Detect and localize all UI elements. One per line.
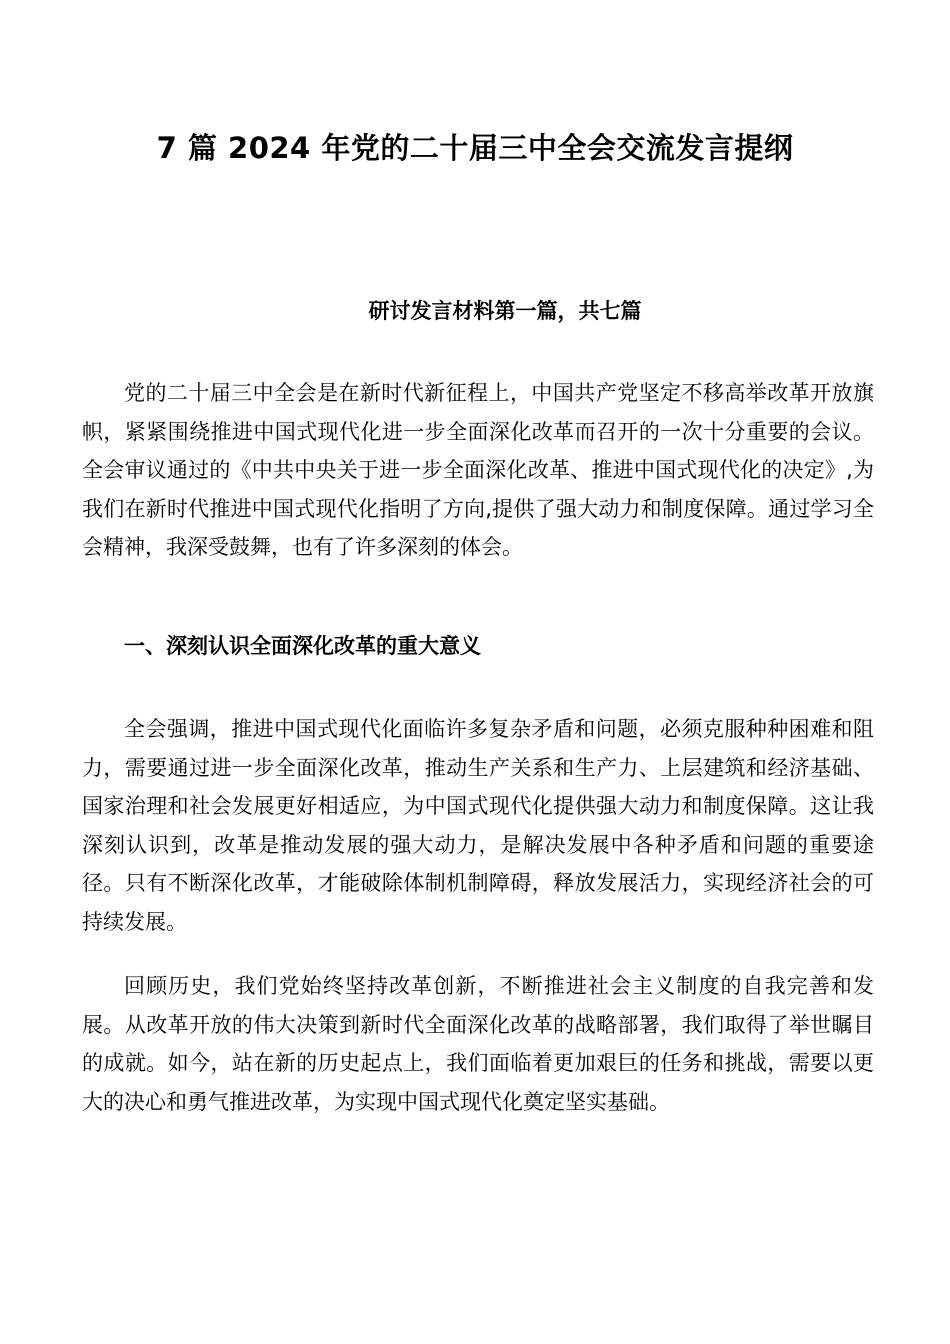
document-title: 7 篇 2024 年党的二十届三中全会交流发言提纲 <box>156 131 794 165</box>
body-paragraph: 回顾历史，我们党始终坚持改革创新，不断推进社会主义制度的自我完善和发展。从改革开放的伟大决策到新时代全面深化改革的战略部署，我们取得了举世瞩目的成就。如今，站在新的历史起点上，我们面临着更加艰巨的任务和挑战，需要以更大的决心和勇气推进改革，为实现中国式现代化奠定坚实基础。 <box>82 974 874 1114</box>
body-paragraph: 党的二十届三中全会是在新时代新征程上，中国共产党坚定不移高举改革开放旗帜，紧紧围绕推进中国式现代化进一步全面深化改革而召开的一次十分重要的会议。全会审议通过的《中共中央关于进一步全面深化改革、推进中国式现代化的决定》,为我们在新时代推进中国式现代化指明了方向,提供了强大动力和制度保障。通过学习全会精神，我深受鼓舞，也有了许多深刻的体会。 <box>82 381 875 560</box>
body-paragraph: 全会强调，推进中国式现代化面临许多复杂矛盾和问题，必须克服种种困难和阻力，需要通过进一步全面深化改革，推动生产关系和生产力、上层建筑和经济基础、国家治理和社会发展更好相适应，为中国式现代化提供强大动力和制度保障。这让我深刻认识到，改革是推动发展的强大动力，是解决发展中各种矛盾和问题的重要途径。只有不断深化改革，才能破除体制机制障碍，释放发展活力，实现经济社会的可持续发展。 <box>82 717 874 934</box>
section-heading: 一、深刻认识全面深化改革的重大意义 <box>124 634 481 658</box>
document-subtitle: 研讨发言材料第一篇，共七篇 <box>368 299 642 323</box>
